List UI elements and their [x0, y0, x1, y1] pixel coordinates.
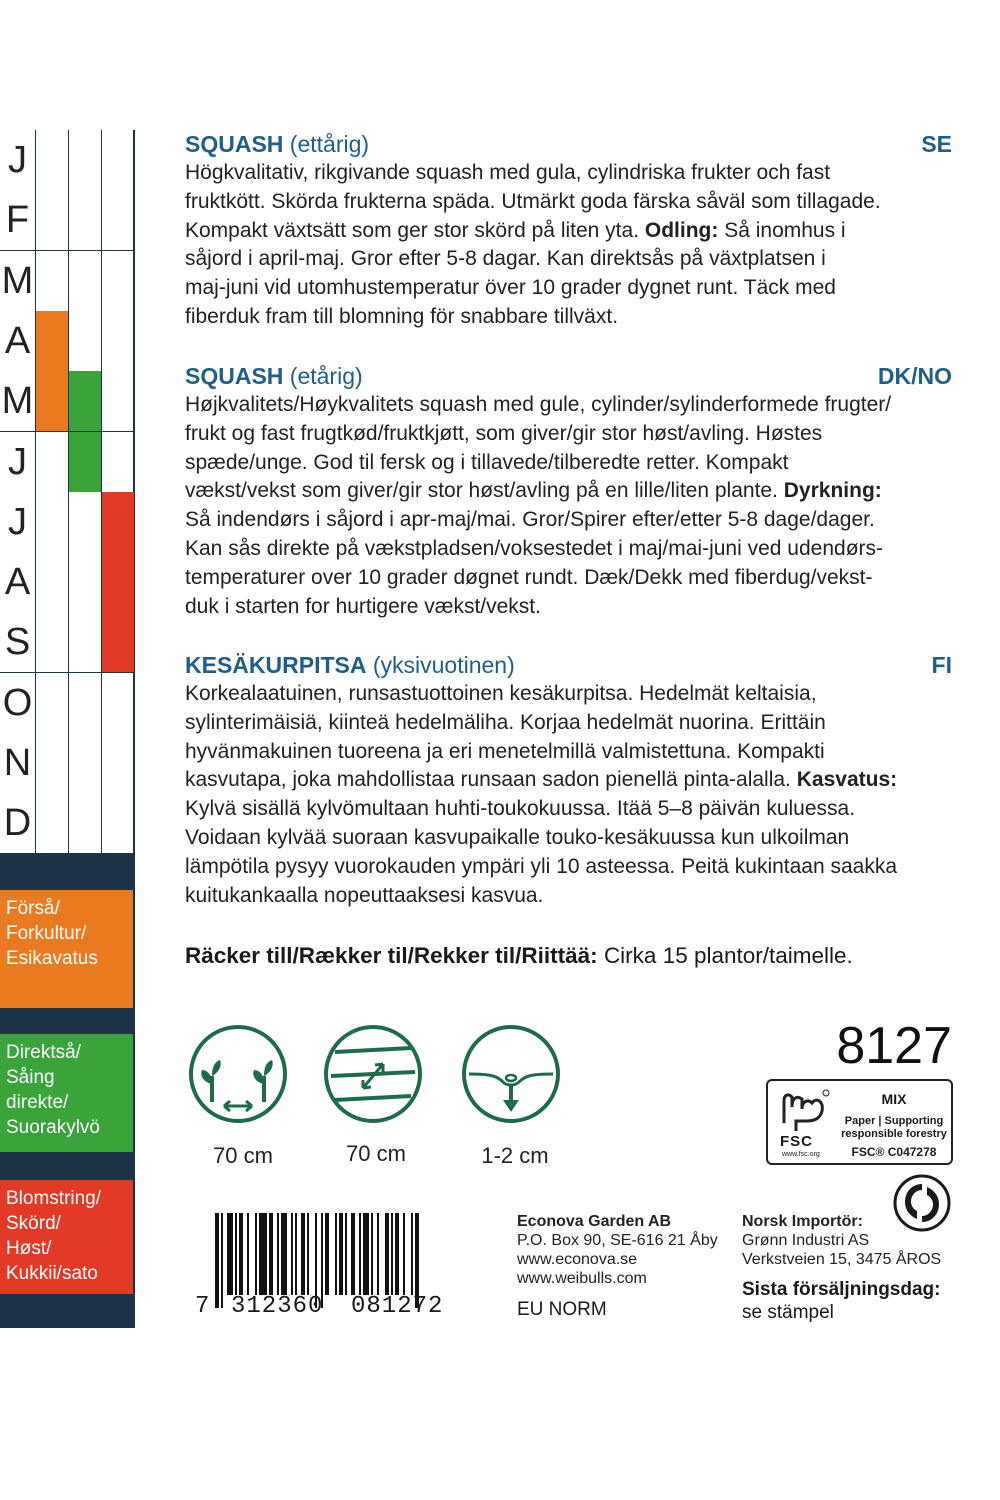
month-letter: O: [2, 681, 33, 724]
text-span: vækst/vekst som giver/gir stor høst/avling på en lille/liten plante.: [185, 479, 778, 503]
text-line: Korkealaatuinen, runsastuottoinen kesäkurpitsa. Hedelmät keltaisia,: [185, 682, 817, 705]
text-line: såjord i april-maj. Gror efter 5-8 dagar. Kan direktsås på växtplatsen i: [185, 247, 826, 271]
fsc-code: FSC® C047278: [851, 1145, 937, 1159]
kasvatus-label: Kasvatus:: [796, 768, 898, 792]
barcode-bar: [395, 1213, 399, 1295]
bloom-cell: [101, 612, 134, 672]
section-dk-body: [185, 391, 952, 621]
yield-label: Räcker till/Rækker til/Rekker til/Riittää:: [185, 943, 598, 968]
text-line: [185, 217, 952, 246]
language-code: DK/NO: [877, 363, 952, 389]
forsa-cell: [35, 432, 68, 492]
sowing-depth-icon: [461, 1024, 561, 1124]
section-se: [185, 129, 952, 332]
yield-value: Cirka 15 plantor/taimelle.: [603, 943, 853, 968]
barcode-bar: [371, 1213, 373, 1295]
text-line: frukt og fast frugtkød/fruktkjøtt, som giver/gir stor høst/avling. Høstes: [185, 421, 823, 445]
legend-direkt: [0, 1034, 133, 1152]
direkt-cell: [68, 492, 101, 552]
forsa-cell: [35, 793, 68, 853]
forsa-cell: [35, 251, 68, 311]
bloom-cell: [101, 371, 134, 431]
month-letter: N: [3, 742, 32, 784]
text-line: Så indendørs i såjord i apr-maj/mai. Gror/Spirer efter/etter 5-8 dage/dager.: [185, 508, 875, 532]
company-address: [517, 1212, 718, 1288]
row-spacing-label: 70 cm: [346, 1141, 406, 1166]
barcode-bar: [411, 1213, 413, 1295]
product-qualifier: (yksivuotinen): [372, 652, 515, 678]
plant-spacing-icon: [188, 1024, 288, 1124]
sowing-depth-label: 1-2 cm: [481, 1143, 549, 1168]
product-title: SQUASH: [185, 363, 284, 389]
barcode-bar: [385, 1213, 389, 1295]
bloom-cell: [101, 432, 134, 492]
odling-label: Odling:: [644, 218, 719, 242]
text-line: spæde/unge. God til fersk og i tillavede/tilberedte retter. Kompakt: [185, 450, 789, 474]
month-letter: S: [4, 621, 31, 664]
legend-bloom-line: Høst/: [6, 1238, 52, 1259]
importer-address: [742, 1212, 941, 1269]
text-line: Kan sås direkte på vækstpladsen/voksestedet i maj/mai-juni ved udendørs-: [185, 536, 884, 560]
barcode-bar: [291, 1213, 293, 1295]
barcode-bar: [391, 1213, 393, 1295]
calendar-row: [0, 673, 133, 734]
barcode-bar: [307, 1213, 309, 1295]
forsa-cell: [35, 612, 68, 672]
barcode-digits-right: 081272: [351, 1293, 444, 1320]
legend-bloom: [0, 1180, 133, 1294]
company-web-1: www.econova.se: [517, 1251, 638, 1268]
legend-forsa: [0, 890, 133, 1008]
calendar-row: [0, 552, 133, 613]
bloom-cell: [101, 673, 134, 733]
barcode-bar: [227, 1213, 233, 1295]
fsc-mix: MIX: [881, 1091, 907, 1107]
direkt-cell: [68, 371, 101, 431]
text-line: kuitukankaalla nopeuttaaksesi kasvua.: [185, 883, 544, 907]
fsc-claim-1: Paper | Supporting: [844, 1115, 944, 1127]
direkt-cell: [68, 612, 101, 672]
forsa-cell: [35, 130, 68, 190]
direkt-cell: [68, 251, 101, 311]
text-line: fruktkött. Skörda frukterna späda. Utmärkt goda färska såväl som tillagade.: [185, 189, 881, 213]
barcode-bar: [255, 1213, 257, 1295]
forsa-cell: [35, 673, 68, 733]
month-letter: D: [3, 802, 32, 845]
month-letter: J: [8, 500, 27, 543]
barcode-bar: [295, 1213, 297, 1295]
barcode-bar: [221, 1213, 223, 1308]
forsa-cell: [35, 492, 68, 552]
direkt-cell: [68, 190, 101, 250]
barcode-bar: [359, 1213, 361, 1295]
barcode-bar: [351, 1213, 355, 1295]
month-letter: M: [1, 380, 34, 423]
calendar-row: [0, 733, 133, 794]
forsa-cell: [35, 371, 68, 431]
barcode: [195, 1213, 473, 1328]
bloom-cell: [101, 251, 134, 311]
month-letter: J: [8, 139, 27, 181]
barcode-bar: [377, 1213, 379, 1295]
product-title: KESÄKURPITSA: [185, 652, 367, 678]
row-spacing-icon: [323, 1024, 423, 1124]
calendar-row: [0, 492, 133, 553]
section-fi-heading: [185, 650, 952, 680]
month-letter: F: [5, 199, 30, 242]
bloom-cell: [101, 733, 134, 793]
forsa-cell: [35, 733, 68, 793]
sales-date: [742, 1278, 940, 1324]
fsc-url: www.fsc.org: [782, 1151, 820, 1158]
barcode-bar: [247, 1213, 249, 1295]
bloom-cell: [101, 793, 134, 853]
legend-forsa-line: Forkultur/: [6, 923, 87, 944]
fsc-tree-icon: [776, 1087, 832, 1137]
calendar-row: [0, 371, 133, 432]
importer-name: Grønn Industri AS: [742, 1232, 870, 1249]
fsc-logo-text: FSC: [780, 1133, 813, 1150]
company-web-2: www.weibulls.com: [517, 1270, 647, 1287]
text-line: duk i starten for hurtigere vækst/vekst.: [185, 594, 541, 618]
forsa-cell: [35, 311, 68, 371]
company-name: Econova Garden AB: [517, 1213, 672, 1230]
article-number: 8127: [836, 1017, 952, 1075]
section-se-body: [185, 159, 952, 332]
direkt-cell: [68, 673, 101, 733]
bloom-cell: [101, 130, 134, 190]
barcode-bar: [215, 1213, 219, 1308]
barcode-bar: [269, 1213, 273, 1295]
calendar-row: [0, 793, 133, 854]
barcode-digit-prefix: 7: [195, 1293, 210, 1320]
company-postal: P.O. Box 90, SE-616 21 Åby: [517, 1232, 718, 1249]
plant-spacing-label: 70 cm: [213, 1143, 273, 1168]
sowing-calendar: [0, 130, 135, 1328]
direkt-cell: [68, 130, 101, 190]
dyrkning-label: Dyrkning:: [783, 479, 882, 503]
section-fi-body: [185, 680, 952, 910]
legend-bloom-line: Blomstring/: [6, 1188, 102, 1209]
yield-line: [185, 941, 853, 971]
text-line: Højkvalitets/Høykvalitets squash med gule, cylinder/sylinderformede frugter/: [185, 393, 892, 416]
text-line: lämpötila pysyy vuorokauden ympäri yli 10 asteessa. Peitä kukintaan saakka: [185, 854, 898, 878]
section-fi: [185, 650, 952, 910]
barcode-bar: [335, 1213, 337, 1295]
calendar-row: [0, 251, 133, 312]
calendar-row: [0, 130, 133, 191]
direkt-cell: [68, 733, 101, 793]
legend-bloom-line: Skörd/: [6, 1213, 61, 1234]
bloom-cell: [101, 492, 134, 552]
forsa-cell: [35, 552, 68, 612]
calendar-row: [0, 612, 133, 673]
text-span: Så inomhus i: [724, 218, 846, 242]
month-letter: A: [4, 561, 31, 604]
text-line: fiberduk fram till blomning för snabbare tillväxt.: [185, 304, 619, 328]
month-letter: J: [8, 440, 27, 483]
barcode-bar: [259, 1213, 267, 1295]
section-dk: [185, 361, 952, 621]
eu-norm: EU NORM: [517, 1299, 607, 1320]
calendar-row: [0, 432, 133, 493]
barcode-bar: [345, 1213, 347, 1295]
direkt-cell: [68, 552, 101, 612]
text-line: sylinterimäisiä, kiinteä hedelmäliha. Korjaa hedelmät nuorina. Erittäin: [185, 710, 826, 734]
direkt-cell: [68, 432, 101, 492]
fsc-label: [766, 1079, 953, 1165]
text-span: Kompakt växtsätt som ger stor skörd på liten yta.: [185, 218, 640, 242]
legend-direkt-line: Direktså/: [6, 1042, 81, 1063]
calendar-row: [0, 190, 133, 251]
barcode-bar: [239, 1213, 243, 1295]
barcode-bar: [363, 1213, 369, 1295]
direkt-cell: [68, 311, 101, 371]
bloom-cell: [101, 190, 134, 250]
month-letter: M: [1, 259, 34, 302]
section-se-heading: [185, 129, 952, 159]
language-code: FI: [931, 652, 952, 678]
barcode-bar: [301, 1213, 305, 1295]
text-line: hyvänmakuinen tuoreena ja eri menetelmillä valmistettuna. Kompakti: [185, 739, 825, 763]
forsa-cell: [35, 190, 68, 250]
text-line: maj-juni vid utomhustemperatur över 10 grader dygnet runt. Täck med: [185, 276, 836, 300]
barcode-bar: [403, 1213, 405, 1295]
barcode-digits-left: 312360: [231, 1293, 324, 1320]
fsc-claim-2: responsible forestry: [841, 1128, 947, 1140]
importer-street: Verkstveien 15, 3475 ÅROS: [742, 1251, 942, 1268]
barcode-bar: [277, 1213, 279, 1295]
importer-label: Norsk Importör:: [742, 1213, 863, 1230]
barcode-bar: [235, 1213, 237, 1295]
legend-forsa-line: Esikavatus: [6, 948, 98, 969]
legend-direkt-line: Såing: [6, 1067, 55, 1088]
section-dk-heading: [185, 361, 952, 391]
legend-direkt-line: Suorakylvö: [6, 1117, 100, 1138]
text-line: [185, 766, 952, 795]
text-line: [185, 477, 952, 506]
legend-direkt-line: direkte/: [6, 1092, 69, 1113]
legend-forsa-line: Förså/: [6, 898, 60, 919]
text-line: Voidaan kylvää suoraan kasvupaikalle touko-kesäkuussa kun ulkoilman: [185, 825, 850, 849]
sales-date-label: Sista försäljningsdag:: [742, 1279, 941, 1300]
product-qualifier: (etårig): [289, 363, 363, 389]
direkt-cell: [68, 793, 101, 853]
language-code: SE: [921, 131, 952, 157]
text-line: Kylvä sisällä kylvömultaan huhti-toukokuussa. Itää 5–8 päivän kuluessa.: [185, 797, 856, 821]
text-span: kasvutapa, joka mahdollistaa runsaan sadon pienellä pinta-alalla.: [185, 768, 791, 792]
barcode-bar: [339, 1213, 343, 1295]
bloom-cell: [101, 311, 134, 371]
product-qualifier: (ettårig): [289, 131, 370, 157]
month-letter: A: [4, 319, 31, 362]
barcode-bar: [281, 1213, 287, 1295]
calendar-row: [0, 311, 133, 372]
text-line: temperaturer over 10 grader døgnet rundt. Dæk/Dekk med fiberdug/vekst-: [185, 565, 873, 589]
sales-date-value: se stämpel: [742, 1302, 834, 1323]
legend-bloom-line: Kukkii/sato: [6, 1263, 98, 1284]
product-title: SQUASH: [185, 131, 284, 157]
text-line: Högkvalitativ, rikgivande squash med gula, cylindriska frukter och fast: [185, 161, 831, 184]
barcode-bar: [325, 1213, 329, 1295]
bloom-cell: [101, 552, 134, 612]
